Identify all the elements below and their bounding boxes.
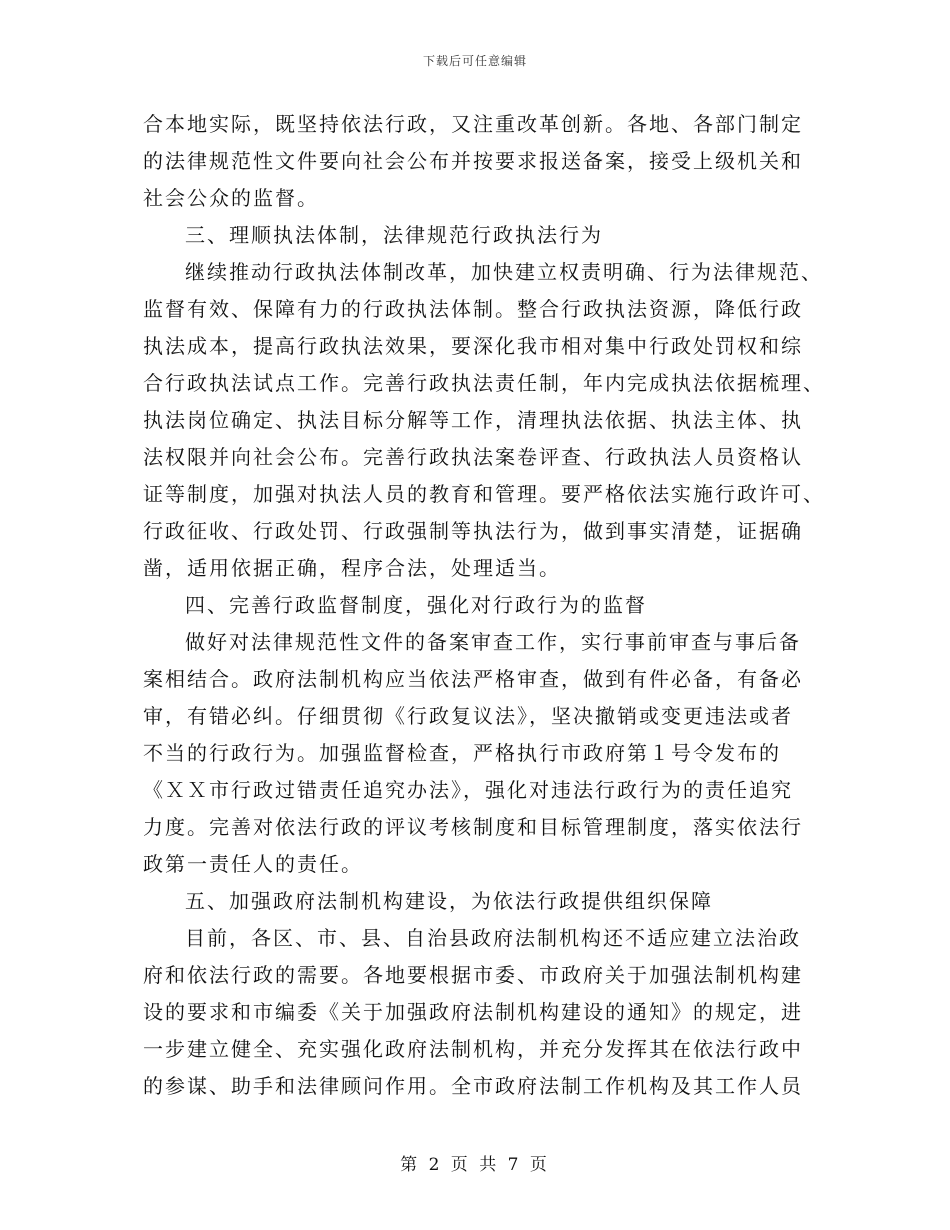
text-line: 行政征收、行政处罚、行政强制等执法行为，做到事实清楚，证据确: [143, 519, 803, 543]
text-line: 继续推动行政执法体制改革，加快建立权责明确、行为法律规范、: [185, 260, 823, 284]
text-line: 的参谋、助手和法律顾问作用。全市政府法制工作机构及其工作人员: [143, 1074, 803, 1098]
text-line: 不当的行政行为。加强监督检查，严格执行市政府第１号令发布的: [143, 741, 781, 765]
text-line: 设的要求和市编委《关于加强政府法制机构建设的通知》的规定，进: [143, 1000, 803, 1024]
section-heading: 三、理顺执法体制，法律规范行政执法行为: [185, 223, 603, 247]
page-number: 第 2 页 共 7 页: [400, 1155, 550, 1175]
text-line: 力度。完善对依法行政的评议考核制度和目标管理制度，落实依法行: [143, 815, 803, 839]
section-heading: 五、加强政府法制机构建设，为依法行政提供组织保障: [185, 889, 713, 913]
text-line: 做好对法律规范性文件的备案审查工作，实行事前审查与事后备: [185, 630, 801, 654]
text-line: 凿，适用依据正确，程序合法，处理适当。: [143, 556, 561, 580]
text-line: 府和依法行政的需要。各地要根据市委、市政府关于加强法制机构建: [143, 963, 803, 987]
text-line: 合本地实际，既坚持依法行政，又注重改革创新。各地、各部门制定: [143, 112, 803, 136]
text-line: 审，有错必纠。仔细贯彻《行政复议法》，坚决撤销或变更违法或者: [143, 704, 793, 728]
text-line: 一步建立健全、充实强化政府法制机构，并充分发挥其在依法行政中: [143, 1037, 803, 1061]
text-line: 法权限并向社会公布。完善行政执法案卷评查、行政执法人员资格认: [143, 445, 803, 469]
section-heading: 四、完善行政监督制度，强化对行政行为的监督: [185, 593, 647, 617]
text-line: 案相结合。政府法制机构应当依法严格审查，做到有件必备，有备必: [143, 667, 803, 691]
text-line: 社会公众的监督。: [143, 186, 319, 210]
page-header: 下载后可任意编辑: [422, 54, 527, 68]
document-body: [143, 106, 825, 1105]
text-line: 监督有效、保障有力的行政执法体制。整合行政执法资源，降低行政: [143, 297, 803, 321]
text-line: 《ＸＸ市行政过错责任追究办法》，强化对违法行政行为的责任追究: [143, 778, 793, 802]
text-line: 证等制度，加强对执法人员的教育和管理。要严格依法实施行政许可、: [143, 482, 825, 506]
text-line: 目前，各区、市、县、自治县政府法制机构还不适应建立法治政: [185, 926, 801, 950]
text-line: 执法成本，提高行政执法效果，要深化我市相对集中行政处罚权和综: [143, 334, 803, 358]
text-line: 的法律规范性文件要向社会公布并按要求报送备案，接受上级机关和: [143, 149, 803, 173]
text-line: 执法岗位确定、执法目标分解等工作，清理执法依据、执法主体、执: [143, 408, 803, 432]
text-line: 政第一责任人的责任。: [143, 852, 363, 876]
text-line: 合行政执法试点工作。完善行政执法责任制，年内完成执法依据梳理、: [143, 371, 825, 395]
